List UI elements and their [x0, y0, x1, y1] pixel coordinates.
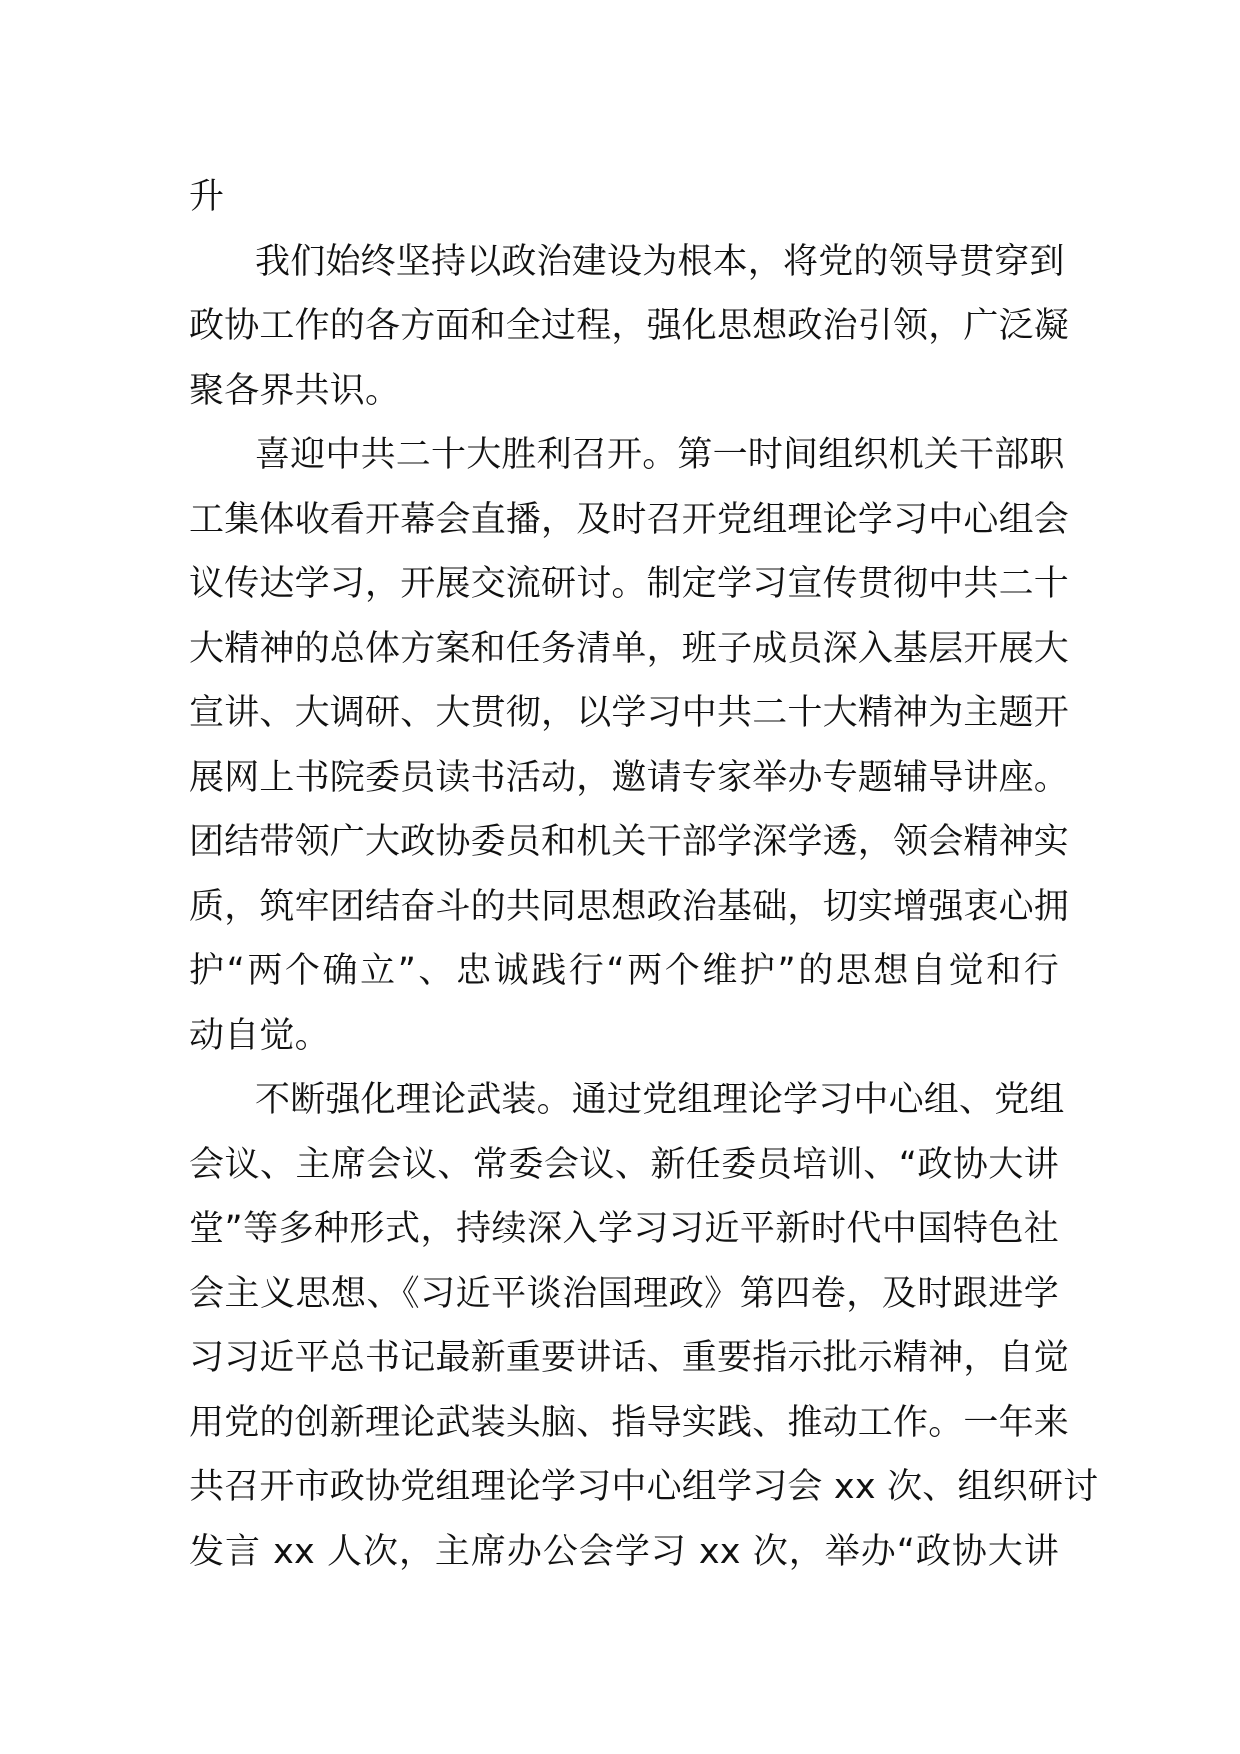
text-line: 质，筑牢团结奋斗的共同思想政治基础，切实增强衷心拥: [189, 886, 1070, 927]
text-line: 动自觉。: [189, 1015, 330, 1056]
text-line: 议传达学习，开展交流研讨。制定学习宣传贯彻中共二十: [189, 564, 1070, 604]
text-line: 大精神的总体方案和任务清单，班子成员深入基层开展大: [189, 628, 1070, 669]
text-line: 习习近平总书记最新重要讲话、重要指示批示精神，自觉: [189, 1338, 1070, 1378]
text-line: 宣讲、大调研、大贯彻，以学习中共二十大精神为主题开: [189, 693, 1070, 733]
text-line: 升: [189, 177, 225, 217]
text-line: 会主义思想、《习近平谈治国理政》第四卷，及时跟进学: [189, 1273, 1059, 1314]
text-line: 团结带领广大政协委员和机关干部学深学透，领会精神实: [189, 822, 1070, 862]
text-line: 喜迎中共二十大胜利召开。第一时间组织机关干部职: [255, 435, 1065, 475]
text-line: 不断强化理论武装。通过党组理论学习中心组、党组: [255, 1080, 1065, 1120]
text-line: 共召开市政协党组理论学习中心组学习会 xx 次、组织研讨: [189, 1467, 1099, 1507]
text-line: 堂”等多种形式，持续深入学习习近平新时代中国特色社: [189, 1209, 1059, 1249]
text-line: 展网上书院委员读书活动，邀请专家举办专题辅导讲座。: [189, 757, 1070, 798]
body-text: [189, 165, 1099, 1584]
text-line: 聚各界共识。: [189, 370, 401, 411]
text-line: 工集体收看开幕会直播，及时召开党组理论学习中心组会: [189, 499, 1070, 540]
text-line: 政协工作的各方面和全过程，强化思想政治引领，广泛凝: [189, 306, 1070, 346]
text-line: 用党的创新理论武装头脑、指导实践、推动工作。一年来: [189, 1402, 1070, 1443]
text-line: 我们始终坚持以政治建设为根本，将党的领导贯穿到: [255, 241, 1065, 282]
text-line: 会议、主席会议、常委会议、新任委员培训、“政协大讲: [189, 1144, 1059, 1185]
text-line: 发言 xx 人次，主席办公会学习 xx 次，举办“政协大讲: [189, 1531, 1059, 1572]
text-line: 护“两个确立”、忠诚践行“两个维护”的思想自觉和行: [189, 951, 1059, 991]
